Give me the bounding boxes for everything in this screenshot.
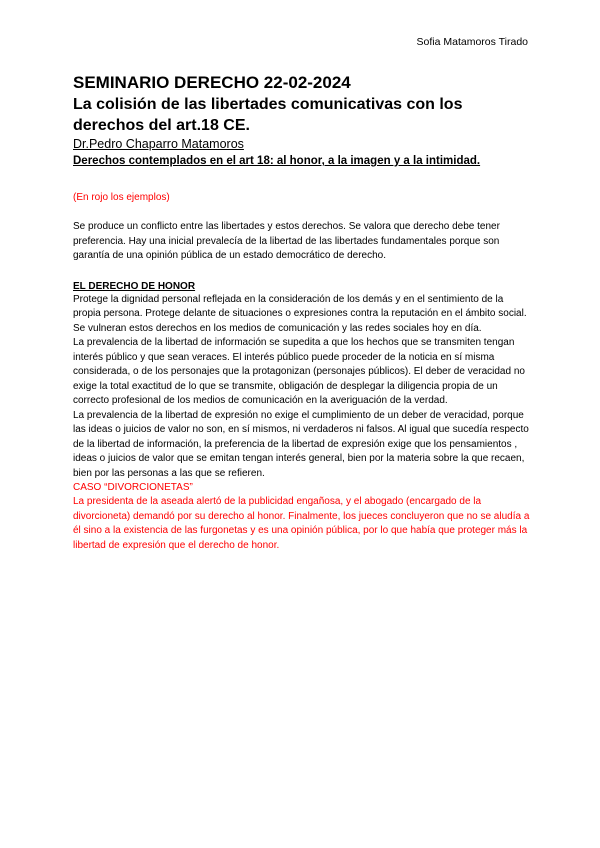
speaker-name: Dr.Pedro Chaparro Matamoros: [73, 137, 244, 151]
case-title: CASO “DIVORCIONETAS”: [73, 482, 193, 493]
honor-section-heading: EL DERECHO DE HONOR: [73, 280, 196, 292]
document-title: SEMINARIO DERECHO 22-02-2024: [73, 73, 351, 92]
document-content: [73, 72, 533, 553]
case-description: La presidenta de la aseada alertó de la publicidad engañosa, y el abogado (encargado de la divorcioneta) demandó por su derecho al honor. Finalmente, los jueces concluyeron que no se aludía a él sino a la existencia de las furgonetas y es una opinión pública, por lo que había que proteger más la libertad de expresión que el derecho de honor.: [73, 496, 530, 551]
rights-heading: Derechos contemplados en el art 18: al honor, a la imagen y a la intimidad.: [73, 155, 481, 167]
author-name: Sofia Matamoros Tirado: [416, 36, 528, 48]
expression-freedom-paragraph: La prevalencia de la libertad de expresión no exige el cumplimiento de un deber de veracidad, porque las ideas o juicios de valor no son, en sí mismos, ni verdaderos ni falsos. Al igual que sucedía respecto de la libertad de información, la preferencia de la libertad de expresión exige que los pensamientos , ideas o juicios de valor que se emitan tengan interés general, bien por la materia sobre la que recaen, bien por las personas a las que se refieren.: [73, 409, 529, 479]
honor-paragraph: Protege la dignidad personal reflejada en la consideración de los demás y en el sentimiento de la propia persona. Protege delante de situaciones o expresiones contra la reputación en el ámbito social. Se vulneran estos derechos en los medios de comunicación y las redes sociales hoy en día.: [73, 293, 527, 334]
intro-paragraph: Se produce un conflicto entre las libertades y estos derechos. Se valora que derecho debe tener preferencia. Hay una inicial prevalecía de la libertad de las libertades fundamentales porque son garantía de una opinión pública de un estado democrático de derecho.: [73, 221, 500, 261]
information-freedom-paragraph: La prevalencia de la libertad de información se supedita a que los hechos que se transmiten tengan interés público y que sean veraces. El interés público puede proceder de la noticia en sí misma considerada, o de los personajes que la protagonizan (personajes públicos). El deber de veracidad no exige la total exactitud de lo que se transmite, obligación de desplegar la diligencia propia de un correcto profesional de los medios de comunicación en la averiguación de la verdad.: [73, 337, 525, 406]
document-subtitle: La colisión de las libertades comunicativas con los derechos del art.18 CE.: [73, 96, 463, 134]
examples-note: (En rojo los ejemplos): [73, 192, 170, 203]
